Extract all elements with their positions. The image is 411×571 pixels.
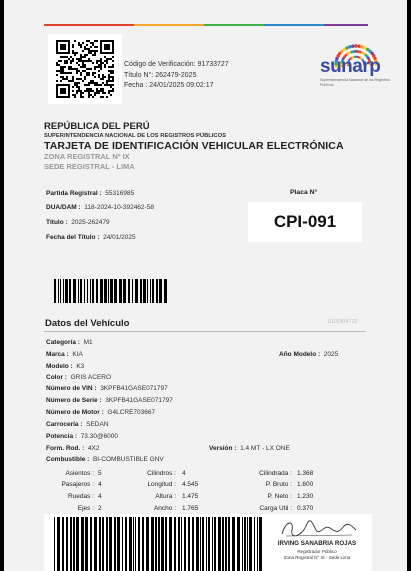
serie-field: Número de Serie : 3KPFB41GASE071797 xyxy=(46,397,173,404)
signature-scribble xyxy=(272,516,362,540)
color-stripe xyxy=(44,24,368,26)
registrar-name: IRVING SANABRIA ROJAS xyxy=(277,540,357,547)
p-bruto-label: P. Bruto : xyxy=(265,481,292,488)
version-field: Versión : 1.4 MT - LX ONE xyxy=(209,445,290,452)
cilindros-label: Cilindros : xyxy=(147,470,176,477)
zone-title: ZONA REGISTRAL Nº IX xyxy=(44,152,130,161)
placa-label: Placa N° xyxy=(290,189,318,196)
titulo-number: Título N°: 262479-2025 xyxy=(124,71,197,79)
ancho-value: 1.765 xyxy=(182,505,199,512)
qr-code xyxy=(56,40,114,98)
combustible-field: Combustible : BI-COMBUSTIBLE GNV xyxy=(46,456,164,463)
logo-tagline: Superintendencia Nacional de los Registros Públicos xyxy=(320,78,390,87)
asientos-value: 5 xyxy=(98,470,102,477)
ruedas-label: Ruedas : xyxy=(67,493,94,500)
registrar-role: Registrador Público Zona Registral N° IX - Sede Lima xyxy=(283,549,351,560)
potencia-field: Potencia : 73.30@6000 xyxy=(46,433,119,440)
barcode-bottom xyxy=(54,517,262,571)
qr-code-box xyxy=(48,34,122,104)
titulo-field: Título : 2025-262479 xyxy=(46,219,110,226)
registrar-signature xyxy=(272,516,362,570)
partida-field: Partida Registral : 55316985 xyxy=(46,190,135,197)
altura-value: 1.475 xyxy=(182,493,199,500)
color-field: Color : GRIS ACERO xyxy=(46,374,112,381)
sede-title: SEDE REGISTRAL - LIMA xyxy=(44,162,135,171)
p-neto-label: P. Neto : xyxy=(267,493,292,500)
longitud-value: 4.545 xyxy=(182,481,199,488)
carga-util-value: 0.370 xyxy=(297,505,314,512)
document-serial: 1010304722 xyxy=(327,319,358,325)
barcode-top xyxy=(54,279,170,303)
section-divider xyxy=(44,331,366,332)
p-bruto-value: 1.600 xyxy=(297,481,314,488)
marca-field: Marca : KIA xyxy=(46,351,83,358)
fecha-titulo-field: Fecha del Título : 24/01/2025 xyxy=(46,234,136,241)
logo-word: sunarp xyxy=(320,56,381,77)
altura-label: Altura : xyxy=(155,493,176,500)
longitud-label: Longitud : xyxy=(147,481,176,488)
cilindrada-value: 1.368 xyxy=(297,470,314,477)
ejes-value: 2 xyxy=(98,505,102,512)
anio-modelo-field: Año Modelo : 2025 xyxy=(279,351,339,358)
categoria-field: Categoría : M1 xyxy=(46,339,93,346)
ancho-label: Ancho : xyxy=(153,505,176,512)
pasajeros-label: Pasajeros : xyxy=(61,481,94,488)
p-neto-value: 1.230 xyxy=(297,493,314,500)
verification-block xyxy=(124,60,229,92)
dua-field: DUA/DAM : 118-2024-10-392462-58 xyxy=(46,204,154,211)
document-title: TARJETA DE IDENTIFICACIÓN VEHICULAR ELECTRÓNICA xyxy=(44,140,344,152)
ruedas-value: 4 xyxy=(98,493,102,500)
cilindrada-label: Cilindrada : xyxy=(259,470,292,477)
motor-field: Número de Motor : G4LCRE703667 xyxy=(46,409,156,416)
sunarp-logo xyxy=(320,40,390,92)
vehicle-card-page xyxy=(4,0,407,571)
vin-field: Número de VIN : 3KPFB41GASE071797 xyxy=(46,385,168,392)
cilindros-value: 4 xyxy=(182,470,186,477)
carga-util-label: Carga Util : xyxy=(259,505,292,512)
issue-datetime: Fecha : 24/01/2025 09:02:17 xyxy=(124,82,214,89)
placa-number: CPI-091 xyxy=(248,202,362,242)
asientos-label: Asientos : xyxy=(65,470,94,477)
verification-code: Código de Verificación: 91733727 xyxy=(124,61,229,68)
form-rod-field: Form. Rod. : 4X2 xyxy=(46,445,100,452)
vehicle-section-title: Datos del Vehículo xyxy=(45,318,130,329)
ejes-label: Ejes : xyxy=(77,505,94,512)
agency-title: SUPERINTENDENCIA NACIONAL DE LOS REGISTROS PÚBLICOS xyxy=(44,133,226,139)
pasajeros-value: 4 xyxy=(98,481,102,488)
modelo-field: Modelo : K3 xyxy=(46,363,85,370)
carroceria-field: Carrocería : SEDAN xyxy=(46,421,109,428)
country-title: REPÚBLICA DEL PERÚ xyxy=(44,121,150,132)
